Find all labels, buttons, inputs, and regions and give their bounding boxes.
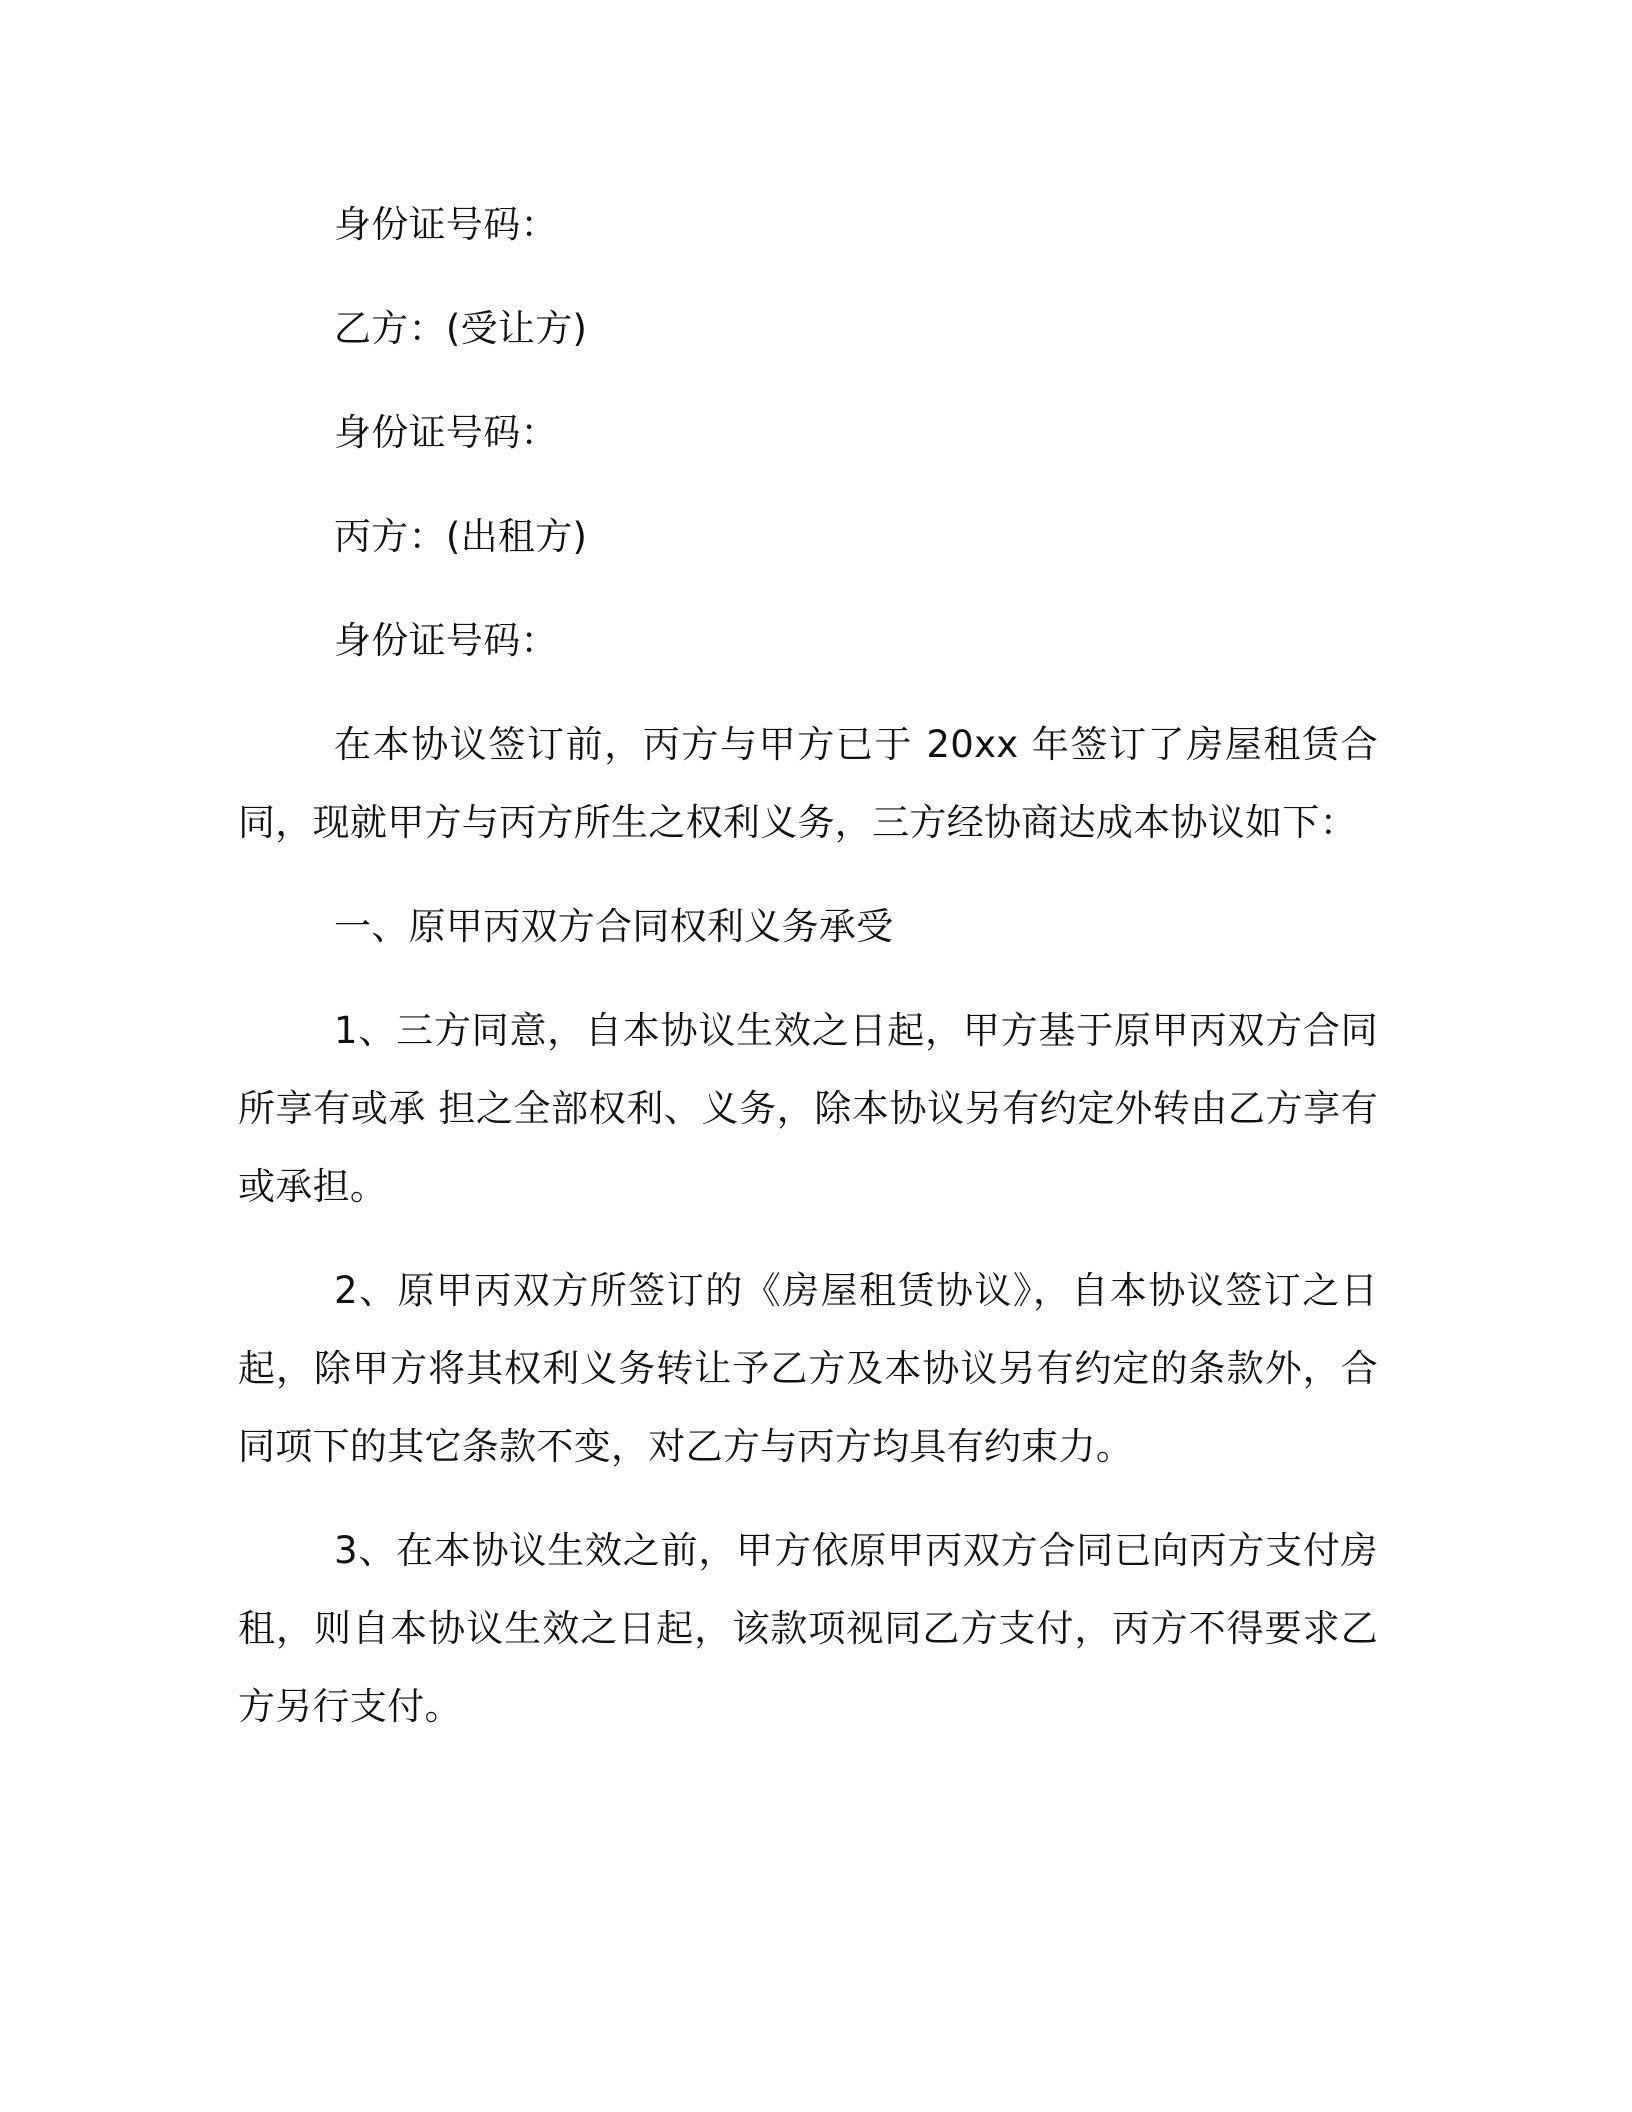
clause-3: 3、在本协议生效之前，甲方依原甲丙双方合同已向丙方支付房租，则自本协议生效之日起，该款项视同乙方支付，丙方不得要求乙方另行支付。 [238,1529,1378,1728]
party-b-transferee: 乙方：(受让方) [334,307,588,350]
party-c-lessor: 丙方：(出租方) [334,515,588,558]
preamble-paragraph: 在本协议签订前，丙方与甲方已于 20xx 年签订了房屋租赁合同，现就甲方与丙方所生之权利义务，三方经协商达成本协议如下： [238,723,1378,844]
party-id-number-1: 身份证号码： [334,203,558,246]
section-heading: 一、原甲丙双方合同权利义务承受 [334,905,894,948]
clause-1: 1、三方同意，自本协议生效之日起，甲方基于原甲丙双方合同所享有或承 担之全部权利、义务，除本协议另有约定外转由乙方享有或承担。 [238,1009,1378,1208]
document-body [238,186,1378,1772]
clause-2: 2、原甲丙双方所签订的《房屋租赁协议》，自本协议签订之日起，除甲方将其权利义务转让予乙方及本协议另有约定的条款外，合同项下的其它条款不变，对乙方与丙方均具有约束力。 [238,1269,1378,1468]
party-id-number-3: 身份证号码： [334,619,558,662]
party-id-number-2: 身份证号码： [334,411,558,454]
